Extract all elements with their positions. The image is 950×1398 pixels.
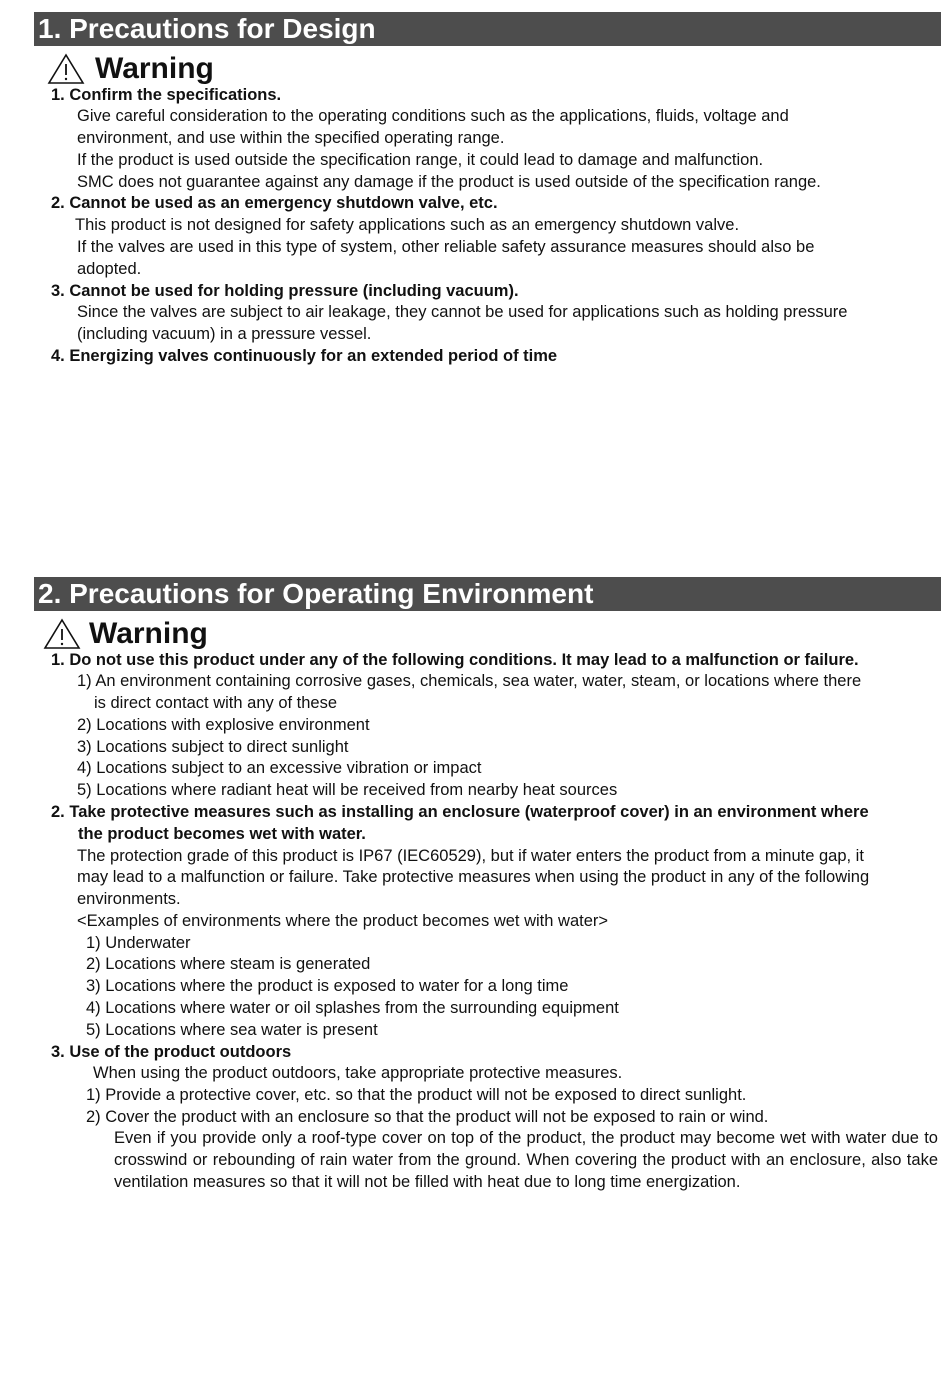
s2-item-3-title: 3. Use of the product outdoors [51, 1043, 292, 1061]
section-1-heading: 1. Precautions for Design [34, 12, 941, 46]
s1-item-1-text: Give careful consideration to the operating conditions such as the applications, fluids, voltage and [77, 107, 789, 125]
s2-item-1-sub: 3) Locations subject to direct sunlight [77, 738, 349, 756]
s2-item-2-text: may lead to a malfunction or failure. Take protective measures when using the product in any of the following [77, 868, 870, 886]
s2-item-1-sub: is direct contact with any of these [94, 694, 338, 712]
s2-examples-heading: <Examples of environments where the product becomes wet with water> [77, 912, 609, 930]
s1-item-2-text: This product is not designed for safety applications such as an emergency shutdown valve. [75, 216, 740, 234]
s1-item-1-text: SMC does not guarantee against any damage if the product is used outside of the specification range. [77, 173, 821, 191]
s2-item-3-sub: 2) Cover the product with an enclosure so that the product will not be exposed to rain or wind. [86, 1108, 769, 1126]
s2-item-3-text: When using the product outdoors, take appropriate protective measures. [93, 1064, 623, 1082]
s2-example-item: 1) Underwater [86, 934, 191, 952]
section-2-warning [43, 616, 208, 652]
s2-item-1-sub: 2) Locations with explosive environment [77, 716, 370, 734]
s2-item-2-title: the product becomes wet with water. [78, 825, 366, 843]
s2-item-3-sub: 1) Provide a protective cover, etc. so that the product will not be exposed to direct sunlight. [86, 1086, 747, 1104]
s1-item-2-title: 2. Cannot be used as an emergency shutdown valve, etc. [51, 194, 498, 212]
s2-example-item: 5) Locations where sea water is present [86, 1021, 378, 1039]
s2-item-3-paragraph: Even if you provide only a roof-type cover on top of the product, the product may become wet with water due to crosswind or rebounding of rain water from the ground. When covering the product with an enclosure, also take ventilation measures so that it will not be filled with heat due to long time energization. [114, 1129, 938, 1191]
s2-item-2-title: 2. Take protective measures such as installing an enclosure (waterproof cover) in an environment where [51, 803, 869, 821]
s1-item-1-text: environment, and use within the specified operating range. [77, 129, 505, 147]
s1-item-2-text: adopted. [77, 260, 142, 278]
s1-item-1-text: If the product is used outside the specification range, it could lead to damage and malfunction. [77, 151, 764, 169]
s1-item-2-text: If the valves are used in this type of system, other reliable safety assurance measures should also be [77, 238, 815, 256]
s1-item-3-title: 3. Cannot be used for holding pressure (including vacuum). [51, 282, 519, 300]
warning-label: Warning [89, 617, 208, 650]
s1-item-3-text: Since the valves are subject to air leakage, they cannot be used for applications such as holding pressure [77, 303, 848, 321]
s1-item-4-title: 4. Energizing valves continuously for an extended period of time [51, 347, 558, 365]
warning-triangle-icon [47, 53, 85, 85]
s2-item-1-sub: 4) Locations subject to an excessive vibration or impact [77, 759, 482, 777]
s2-item-1-sub: 1) An environment containing corrosive gases, chemicals, sea water, water, steam, or locations where there [77, 672, 862, 690]
warning-label: Warning [95, 52, 214, 85]
s2-item-2-text: The protection grade of this product is IP67 (IEC60529), but if water enters the product from a minute gap, it [77, 847, 864, 865]
section-1-warning [47, 51, 214, 87]
s2-item-2-text: environments. [77, 890, 181, 908]
s2-item-1-title: 1. Do not use this product under any of the following conditions. It may lead to a malfunction or failure. [51, 651, 859, 669]
s1-item-3-text: (including vacuum) in a pressure vessel. [77, 325, 372, 343]
s1-item-1-title: 1. Confirm the specifications. [51, 86, 282, 104]
section-2-heading: 2. Precautions for Operating Environment [34, 577, 941, 611]
s2-example-item: 4) Locations where water or oil splashes from the surrounding equipment [86, 999, 619, 1017]
s2-example-item: 3) Locations where the product is exposed to water for a long time [86, 977, 569, 995]
warning-triangle-icon [43, 618, 81, 650]
s2-example-item: 2) Locations where steam is generated [86, 955, 371, 973]
s2-item-1-sub: 5) Locations where radiant heat will be received from nearby heat sources [77, 781, 618, 799]
